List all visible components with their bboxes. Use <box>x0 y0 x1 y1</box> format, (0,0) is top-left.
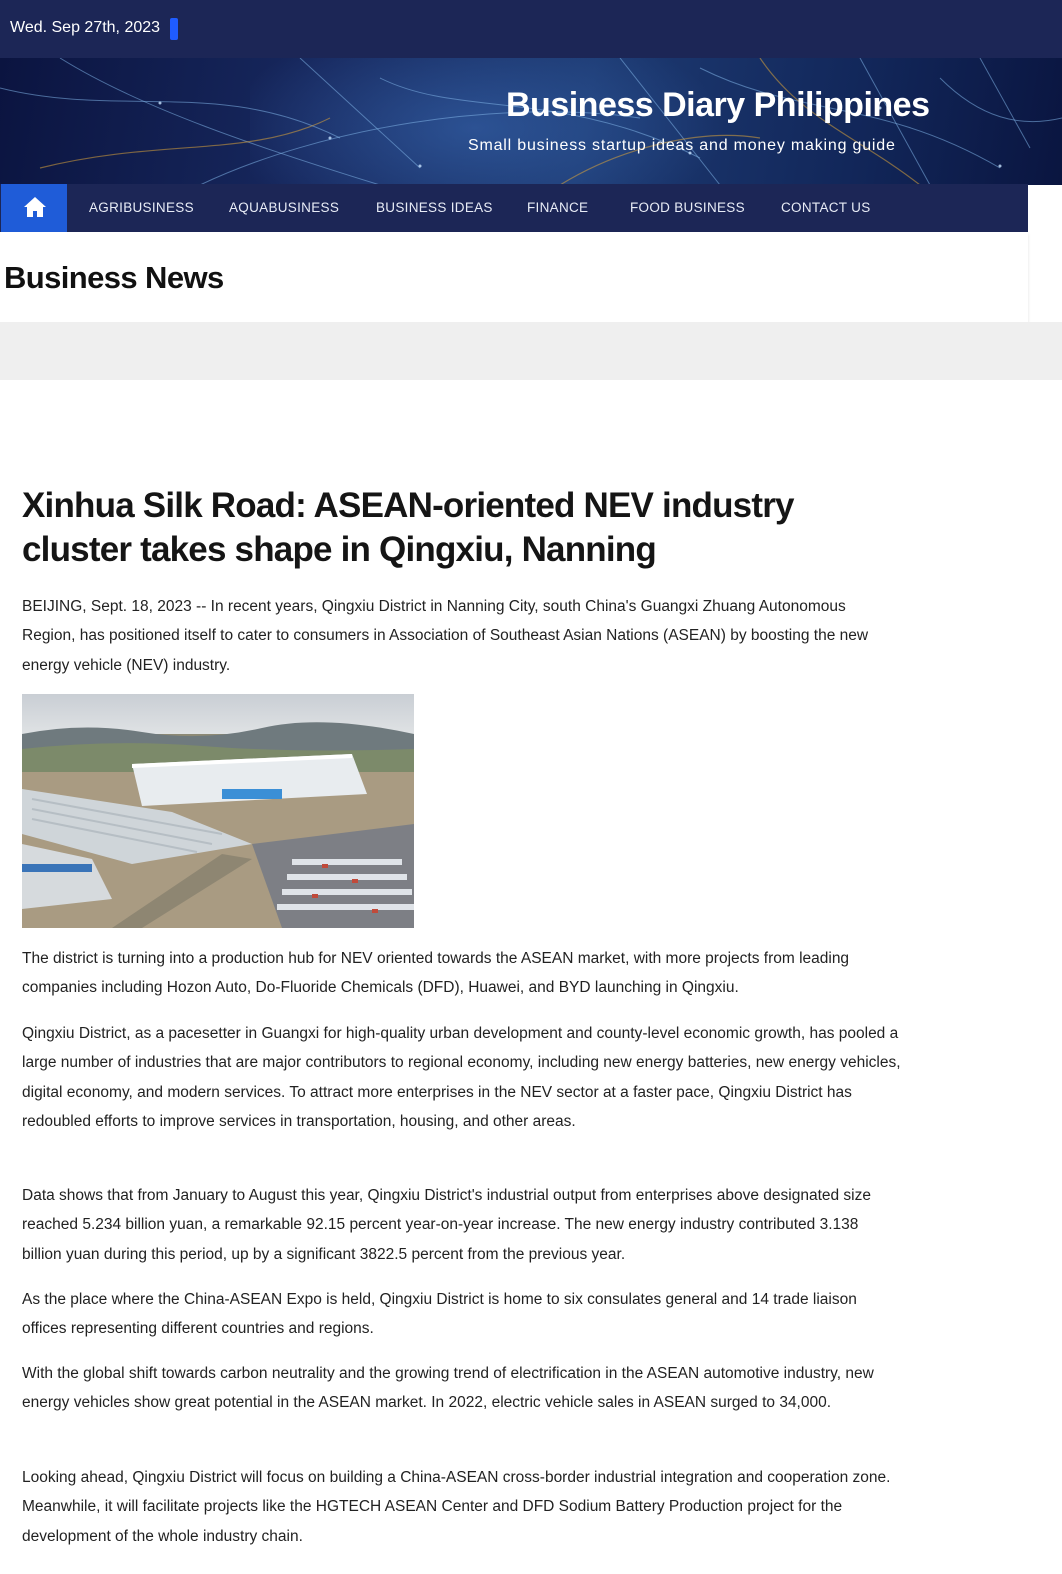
category-title: Business News <box>4 260 224 295</box>
date-marker <box>170 18 178 40</box>
nav-item-agribusiness[interactable]: AGRIBUSINESS <box>89 200 194 215</box>
category-header <box>0 232 1028 322</box>
nav-item-finance[interactable]: FINANCE <box>527 200 589 215</box>
nav-item-food-business[interactable]: FOOD BUSINESS <box>630 200 745 215</box>
factory-aerial-photo <box>22 694 414 928</box>
main-navigation <box>0 184 1028 232</box>
article-title: Xinhua Silk Road: ASEAN-oriented NEV industry cluster takes shape in Qingxiu, Nanning <box>22 486 794 569</box>
article-paragraph: Data shows that from January to August this year, Qingxiu District's industrial output from enterprises above designated size reached 5.234 billion yuan, a remarkable 92.15 percent year-on-year increase. The new energy industry contributed 3.138 billion yuan during this period, up by a significant 3822.5 percent from the previous year. <box>22 1187 871 1263</box>
article-paragraph: As the place where the China-ASEAN Expo is held, Qingxiu District is home to six consulates general and 14 trade liaison offices representing different countries and regions. <box>22 1291 857 1338</box>
article-header <box>22 484 902 572</box>
site-tagline: Small business startup ideas and money making guide <box>468 137 896 154</box>
current-date: Wed. Sep 27th, 2023 <box>10 19 161 36</box>
site-banner <box>0 58 1062 185</box>
section-divider <box>0 322 1062 380</box>
site-title[interactable]: Business Diary Philippines <box>506 86 930 124</box>
nav-item-aquabusiness[interactable]: AQUABUSINESS <box>229 200 340 215</box>
nav-home-button[interactable] <box>1 184 67 232</box>
nav-item-contact-us[interactable]: CONTACT US <box>781 200 871 215</box>
top-bar <box>0 0 1062 58</box>
nav-item-business-ideas[interactable]: BUSINESS IDEAS <box>376 200 493 215</box>
article-paragraph: The district is turning into a production hub for NEV oriented towards the ASEAN market, with more projects from leading companies including Hozon Auto, Do-Fluoride Chemicals (DFD), Huawei, and BYD launching in Qingxiu. <box>22 950 850 997</box>
article-image <box>22 694 414 928</box>
article-paragraph: BEIJING, Sept. 18, 2023 -- In recent years, Qingxiu District in Nanning City, south China's Guangxi Zhuang Autonomous Region, has positioned itself to cater to consumers in Association of Southeast Asian Nations (ASEAN) by boosting the new energy vehicle (NEV) industry. <box>22 598 869 674</box>
article-paragraph: Looking ahead, Qingxiu District will focus on building a China-ASEAN cross-border industrial integration and cooperation zone. Meanwhile, it will facilitate projects like the HGTECH ASEAN Center and DFD Sodium Battery Production project for the development of the whole industry chain. <box>22 1469 891 1545</box>
article-paragraph: Qingxiu District, as a pacesetter in Guangxi for high-quality urban development and county-level economic growth, has pooled a large number of industries that are major contributors to regional economy, including new energy batteries, new energy vehicles, digital economy, and modern services. To attract more enterprises in the NEV sector at a faster pace, Qingxiu District has redoubled efforts to improve services in transportation, housing, and other areas. <box>22 1025 901 1131</box>
article-paragraph: With the global shift towards carbon neutrality and the growing trend of electrification in the ASEAN automotive industry, new energy vehicles show great potential in the ASEAN market. In 2022, electric vehicle sales in ASEAN surged to 34,000. <box>22 1365 874 1412</box>
home-icon <box>23 196 47 218</box>
